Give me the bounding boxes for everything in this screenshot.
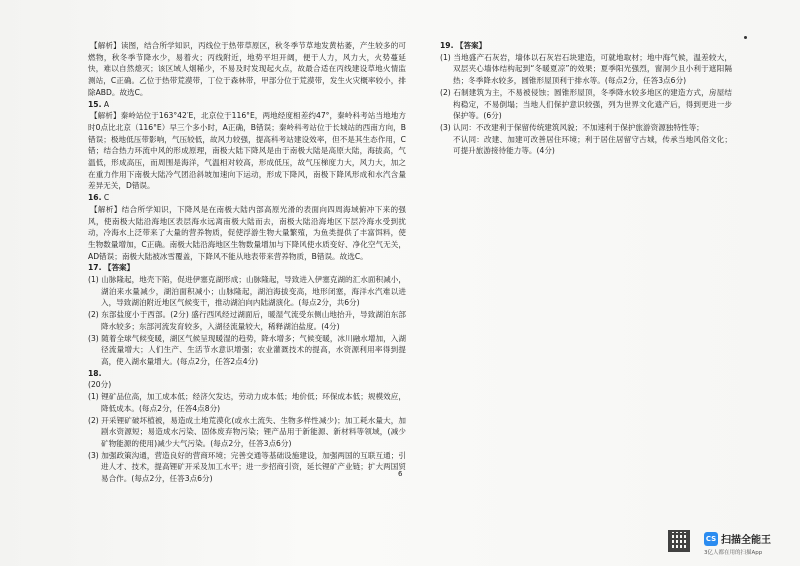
q19-item: (3) 认同：不改建利于保留传统建筑风貌；不加速利于保护旅游资源独特性等； — [440, 122, 704, 132]
q17-number: 17. — [88, 263, 102, 273]
q18-item: (3) 加强政策沟通，营造良好的营商环境；完善交通等基础设施建设，加强两国的互联互通；引进人才、技术，提高锂矿开采及加工水平；进一步招商引资，延长锂矿产业链；扩大两国贸易合作。(每点2分，任答3点6分) — [88, 450, 406, 484]
q17-item: (2) 东部盐度小于西部。(2分) 盛行西风经过湖面后，暖湿气流受东侧山地抬升，导致湖泊东部降水较多；东部河流发育较多，入湖径流量较大，稀释湖泊盐度。(4分) — [88, 310, 406, 331]
q17-header — [88, 262, 406, 274]
q17-answer-tag: 【答案】 — [103, 263, 135, 273]
q15-number: 15. — [88, 99, 102, 109]
q16-analysis: 【解析】结合所学知识，下降风是在南极大陆内部高原光滑的表面向四周海域俯冲下来的强风，使南极大陆沿海地区表层海水远离南极大陆而去，南极大陆沿海地区下层冷海水受到扰动，冷海水上泛带来了大量的营养物质，促使浮游生物大量繁殖，为鱼类提供了丰富饵料，使生物数量增加，C正确。南极大陆沿海地区生物数量增加与下降风使水质变好、净化空气无关，AD错误；南极大陆被冰雪覆盖，下降风不能从地表带来营养物质，B错误。故选C。 — [88, 204, 406, 261]
q15-analysis: 【解析】秦岭站位于163°42′E，北京位于116°E，两地经度相差约47°，秦岭科考站当地地方时0点比北京（116°E）早三个多小时，A正确，B错误；秦岭科考站位于长城站的西南方向，B错误；极地低压带影响，气压较低，故风力较强，提高科考站建设效率，但不是其生态作用，C错；结合热力环流中风的形成原理，南极大陆下降风是由于南极大陆是高原大陆，海拔高，气温低，形成高压，而周围是海洋，气温相对较高，形成低压，故气压梯度力大，风力大，加之在重力作用下南极大陆冷气团沿斜坡加速向下运动，形成下降风，南极下降风形成和水汽含量差异无关，D错误。 — [88, 111, 406, 191]
q16-number: 16. — [88, 193, 102, 203]
watermark-app-name: 扫描全能王 — [721, 535, 771, 546]
q17-item: (3) 随着全球气候变暖，湖区气候呈现暖湿的趋势，降水增多；气候变暖，冰川融水增加，入湖径流量增大；人们生产、生活节水意识增强；农业灌溉技术的提高，水资源利用率得到提高，使入湖水量增大。(每点2分，任答2点4分) — [88, 333, 406, 366]
watermark-tagline: 3亿人都在用的扫描App — [704, 550, 763, 556]
q18-header — [88, 368, 406, 380]
camscanner-logo-icon: CS — [704, 532, 718, 546]
q16-choice: C — [103, 193, 110, 203]
q17-item: (1) 山脉隆起，地壳下陷，促进伊塞克湖形成；山脉隆起，导致进入伊塞克湖的汇水面积减小，湖泊来水量减少，湖泊面积减小；山脉隆起，湖泊海拔变高，地形闭塞，海洋水汽难以进入，导致湖泊附近地区气候变干，推动湖泊向内陆湖演化。(每点2分，共6分) — [88, 275, 406, 308]
qr-code-icon — [668, 530, 690, 552]
left-column — [88, 40, 406, 485]
q19-item: (1) 当地盛产石灰岩，墙体以石灰岩石块建造，可就地取材；地中海气候，温差较大，双层夹心墙体结构起到“冬暖夏凉”的效果；夏季阳光强烈，窗洞少且小利于遮阳隔热；冬季降水较多，圆锥形屋顶利于排水等。(每点2分，任答3点6分) — [440, 52, 732, 86]
page-number: 6 — [398, 470, 403, 478]
q15-choice: A — [103, 99, 110, 109]
q14-analysis: 【解析】读图，结合所学知识，丙线位于热带草原区，秋冬季节草地发黄枯萎，产生较多的可燃物，秋冬季节降水少，易着火；丙线附近，地势平坦开阔，便于人力，风力大，火势蔓延快，难以自然熄灭；该区域人烟稀少，不易及时发现起火点，故最合适在丙线建设草地火情监测站，C正确。乙位于热带荒漠带，丁位于森林带，甲部分位于荒漠带，发生火灾概率较小，排除ABD。故选C。 — [88, 41, 406, 97]
q15-answer — [88, 99, 406, 111]
scan-speck — [744, 36, 747, 39]
q16-answer — [88, 192, 406, 204]
q18-number: 18. — [88, 368, 102, 378]
q18-item: (2) 开采锂矿破坏植被，易造成土地荒漠化(或水土流失、生物多样性减少)；加工耗水量大，加剧水资源短；易造成水污染、固体废弃物污染；锂产品用于新能源、新材料等领域，(减少矿物能源的使用)减少大气污染。(每点2分，任答3点6分) — [88, 415, 406, 448]
right-column — [440, 40, 732, 157]
q19-item: 不认同：改建、加建可改善居住环境；利于居住居留守古城，传承当地风俗文化；可提升旅游接待能力等。(4分) — [453, 134, 732, 156]
q19-number: 19. — [440, 41, 454, 50]
q18-score: (20分) — [88, 380, 112, 390]
q18-item: (1) 锂矿品位高，加工成本低；经济欠发达，劳动力成本低；地价低；环保成本低；规模效应，降低成本。(每点2分，任答4点8分) — [88, 392, 406, 413]
q19-item: (2) 石制建筑为主，不易被侵蚀；圆锥形屋顶，冬季降水较多地区的建造方式，房屋结构稳定，不易倒塌；当地人们保护意识较强，列为世界文化遗产后，得到更进一步保护等。(6分) — [440, 87, 732, 121]
q19-header — [440, 40, 732, 52]
q19-answer-tag: 【答案】 — [455, 41, 487, 50]
